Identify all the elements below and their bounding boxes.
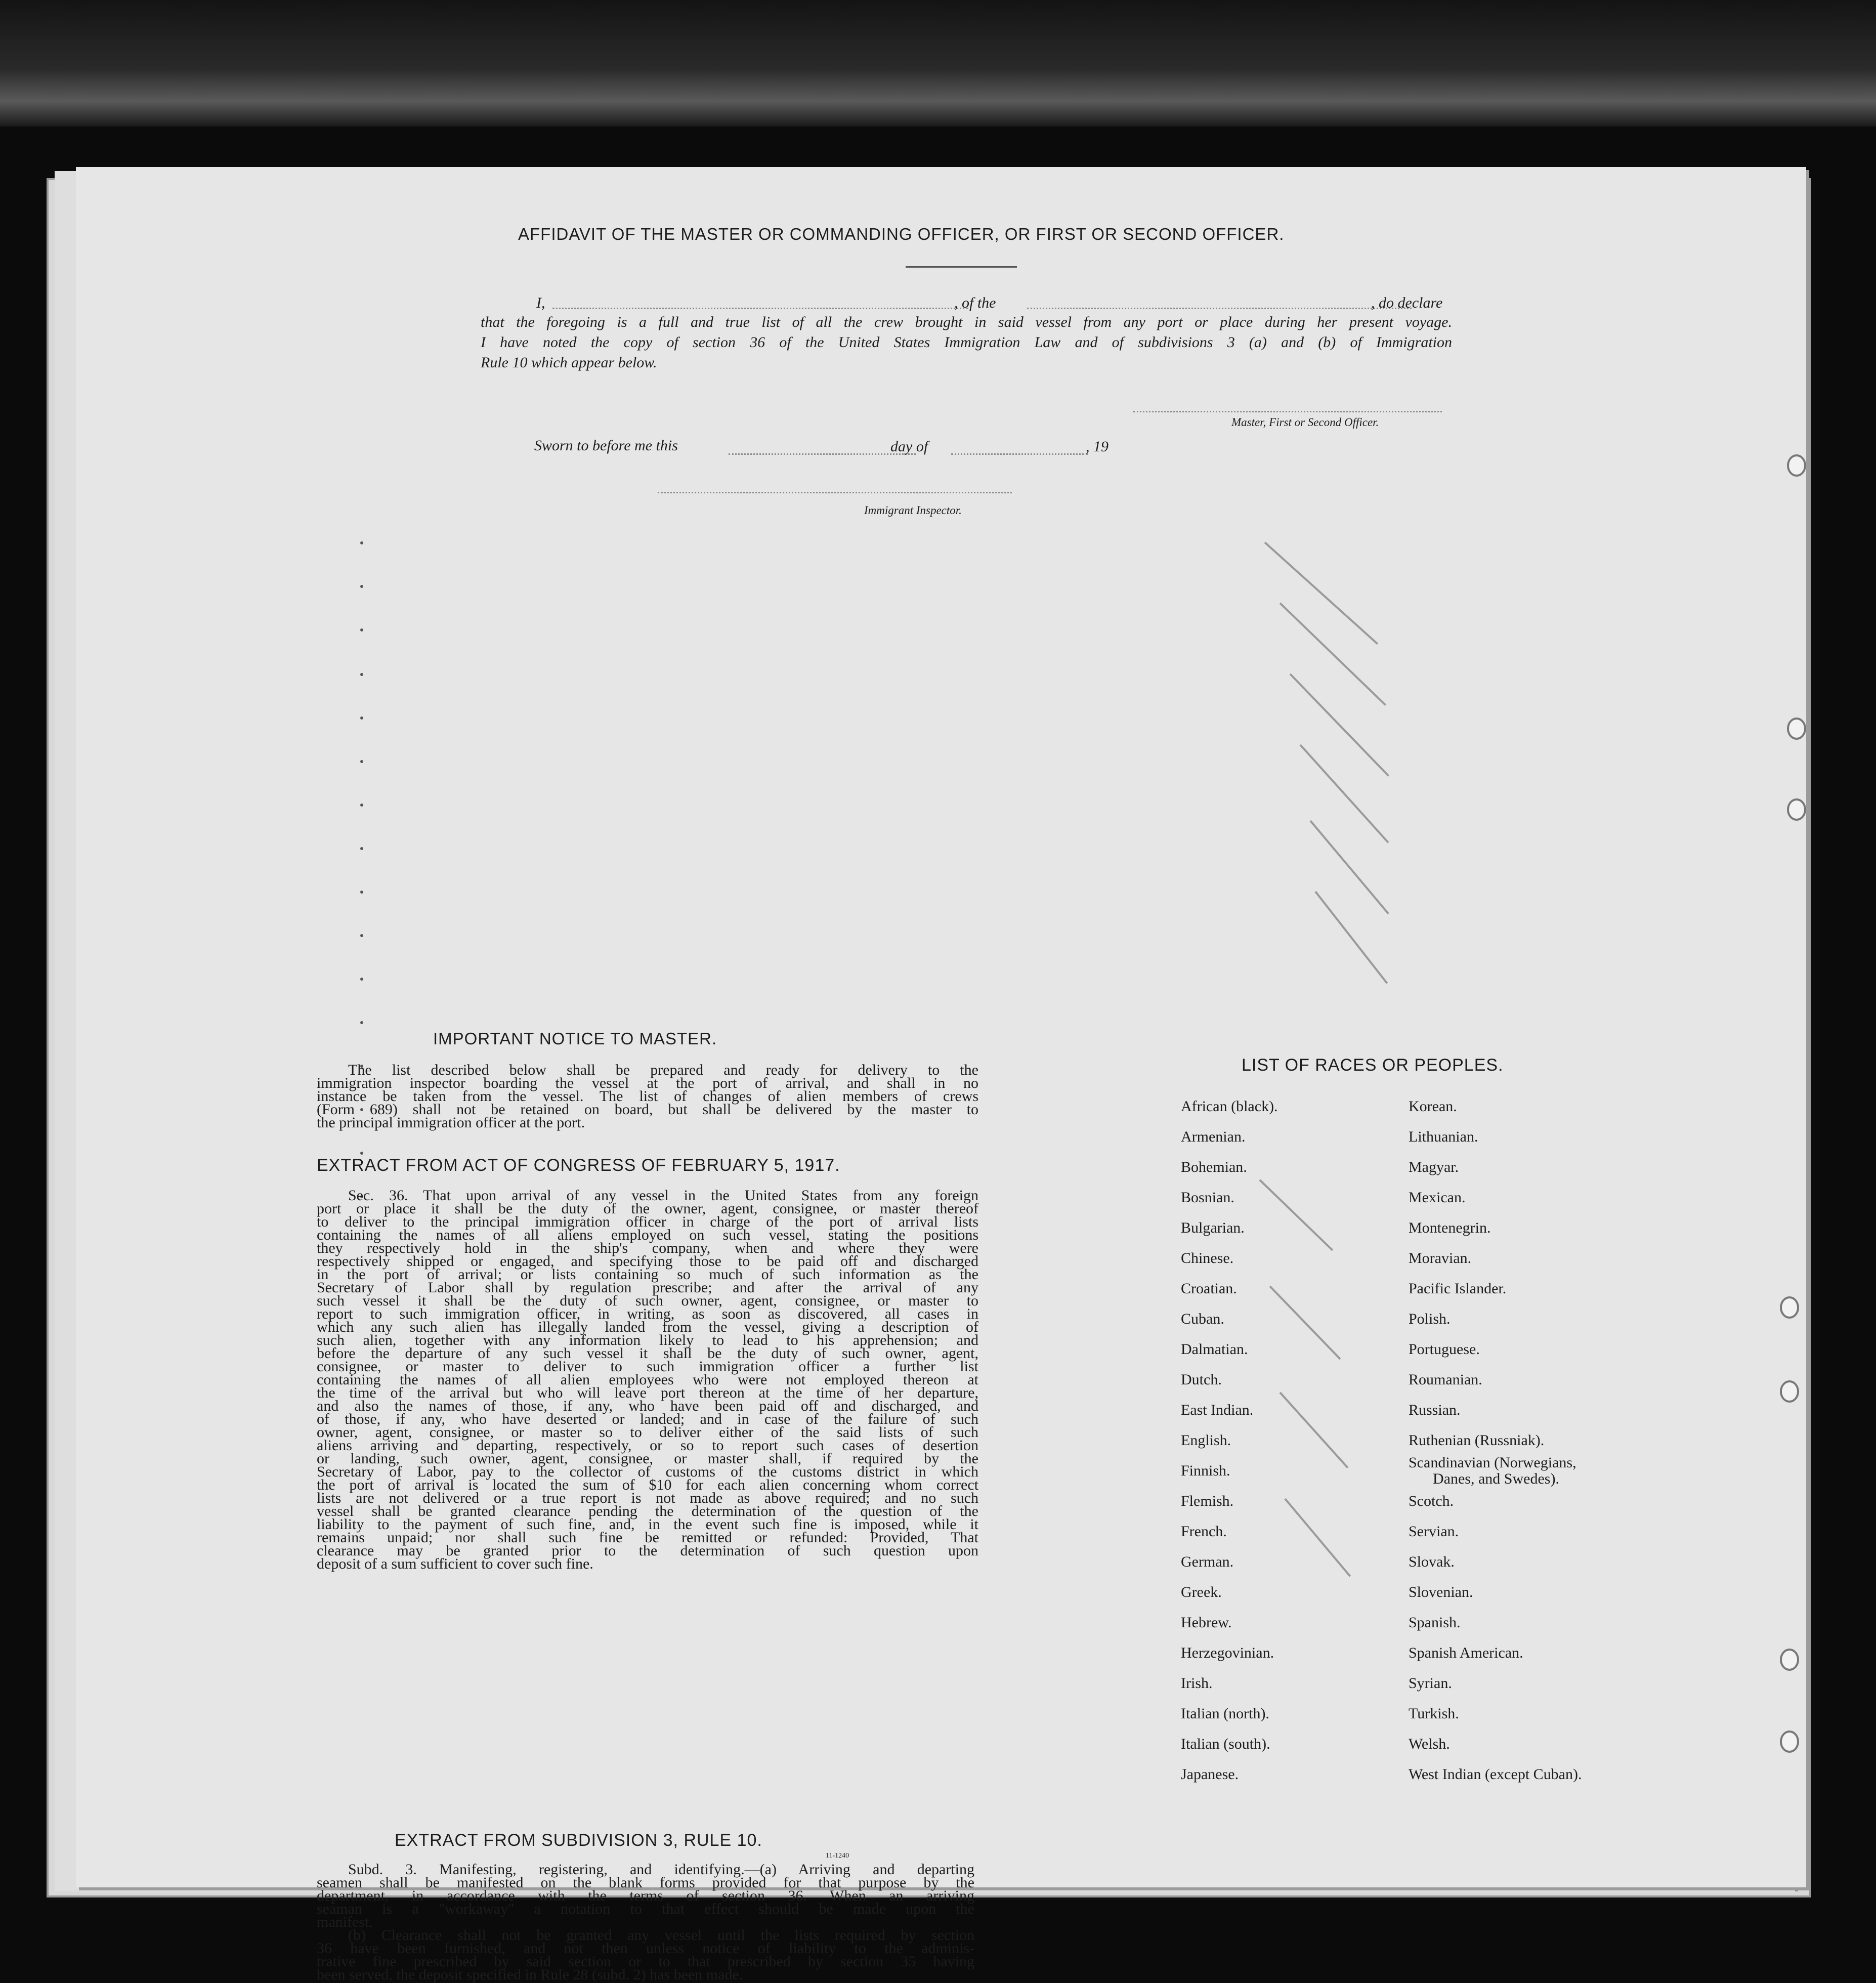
extract-rule-title: EXTRACT FROM SUBDIVISION 3, RULE 10. xyxy=(395,1831,762,1850)
race-item: Mexican. xyxy=(1409,1189,1466,1206)
act-line: Sec. 36. That upon arrival of any vessel in the United States from any foreign xyxy=(348,1187,978,1204)
act-line: Secretary of Labor shall by regulation prescribe; and after the arrival of any xyxy=(317,1279,978,1296)
ditto-mark xyxy=(1280,1392,1349,1468)
race-item: Italian (north). xyxy=(1181,1705,1269,1722)
act-line: lists are not delivered or a true report is not made as above required; and no such xyxy=(317,1490,978,1506)
master-signature-label: Master, First or Second Officer. xyxy=(1231,416,1379,429)
notice-line: immigration inspector boarding the vessel at the port of arrival, and shall in no xyxy=(317,1075,978,1091)
race-item: Spanish. xyxy=(1409,1614,1461,1631)
race-item: Syrian. xyxy=(1409,1675,1452,1692)
margin-dot xyxy=(360,541,363,544)
ditto-mark xyxy=(1290,673,1389,777)
notice-line: The list described below shall be prepared and ready for delivery to the xyxy=(348,1062,978,1078)
margin-dot xyxy=(360,804,363,807)
act-line: liability to the payment of such fine, and, in the event such fine is imposed, while it xyxy=(317,1516,978,1533)
rule-line: been served, the deposit specified in Rule 28 (subd. 2) has been made. xyxy=(317,1966,743,1983)
race-item: Italian (south). xyxy=(1181,1736,1270,1752)
year-label: , 19 xyxy=(1086,438,1108,455)
day-of-label: day of xyxy=(890,438,928,455)
race-item: Polish. xyxy=(1409,1311,1451,1327)
race-item: Danes, and Swedes). xyxy=(1433,1470,1559,1487)
act-line: containing the names of all alien employees who were not employed thereon at xyxy=(317,1371,978,1388)
sworn-day-blank[interactable] xyxy=(729,453,916,455)
race-item: Welsh. xyxy=(1409,1736,1450,1752)
notice-line: (Form 689) shall not be retained on board, but shall be delivered by the master to xyxy=(317,1101,978,1118)
race-item: Hebrew. xyxy=(1181,1614,1232,1631)
rule-line: (b) Clearance shall not be granted any vessel until the lists required by section xyxy=(348,1927,974,1944)
race-item: Herzegovinian. xyxy=(1181,1644,1274,1661)
form-page xyxy=(76,167,1806,1983)
act-line: report to such immigration officer, in writing, as soon as discovered, all cases in xyxy=(317,1305,978,1322)
race-item: Magyar. xyxy=(1409,1159,1459,1175)
race-item: Scotch. xyxy=(1409,1493,1454,1509)
notice-line: instance be taken from the vessel. The list of changes of alien members of crews xyxy=(317,1088,978,1105)
vessel-blank[interactable] xyxy=(1027,308,1412,309)
margin-dot xyxy=(360,934,363,937)
race-item: Spanish American. xyxy=(1409,1644,1523,1661)
act-line: they respectively hold in the ship's company, when and where they were xyxy=(317,1240,978,1256)
act-line: in the port of arrival; or lists containing so much of such information as the xyxy=(317,1266,978,1283)
ditto-mark xyxy=(1300,744,1389,843)
ditto-mark xyxy=(1264,542,1379,645)
race-item: Bulgarian. xyxy=(1181,1219,1245,1236)
race-item: Pacific Islander. xyxy=(1409,1280,1507,1297)
race-item: German. xyxy=(1181,1553,1234,1570)
act-line: Secretary of Labor, pay to the collector of customs of the customs district in which xyxy=(317,1463,978,1480)
scanner-background xyxy=(0,0,1876,126)
act-line: remains unpaid; nor shall such fine be remitted or refunded: Provided, That xyxy=(317,1529,978,1546)
act-line: before the departure of any such vessel it shall be the duty of such owner, agent, xyxy=(317,1345,978,1362)
margin-dot xyxy=(360,673,363,676)
master-signature-line[interactable] xyxy=(1133,411,1442,412)
rule-line: 36 have been furnished, and not then unless notice of liability to the adminis- xyxy=(317,1940,974,1957)
race-item: Bosnian. xyxy=(1181,1189,1234,1206)
act-line: the port of arrival is located the sum of $10 for each alien concerning whom correct xyxy=(317,1476,978,1493)
act-line: of those, if any, who have deserted or landed; and in case of the failure of such xyxy=(317,1411,978,1427)
ditto-mark xyxy=(1259,1179,1334,1251)
race-item: Russian. xyxy=(1409,1402,1461,1418)
ditto-mark xyxy=(1314,891,1388,984)
race-item: Flemish. xyxy=(1181,1493,1234,1509)
race-item: Turkish. xyxy=(1409,1705,1459,1722)
act-line: clearance may be granted prior to the determination of such question upon xyxy=(317,1542,978,1559)
act-line: such vessel it shall be the duty of such owner, agent, consignee, or master to xyxy=(317,1292,978,1309)
margin-dot xyxy=(360,847,363,850)
race-item: Korean. xyxy=(1409,1098,1457,1115)
notice-body xyxy=(317,1064,978,1129)
inspector-label: Immigrant Inspector. xyxy=(864,504,962,517)
binder-hole xyxy=(1787,798,1806,821)
rule-line: Subd. 3. Manifesting, registering, and identifying.—(a) Arriving and departing xyxy=(348,1861,974,1878)
margin-dot xyxy=(360,891,363,894)
race-item: Greek. xyxy=(1181,1584,1222,1600)
act-line: to deliver to the principal immigration officer in charge of the port of arrival lists xyxy=(317,1213,978,1230)
act-line: aliens arriving and departing, respectively, or so to report such cases of desertion xyxy=(317,1437,978,1454)
race-item: Armenian. xyxy=(1181,1128,1246,1145)
affidavit-line-3: I have noted the copy of section 36 of the United States Immigration Law and of subdivisions 3 (a) and (b) of Immigration xyxy=(481,334,1452,351)
affidavit-line-2: that the foregoing is a full and true list of all the crew brought in said vessel from any port or place during her present voyage. xyxy=(481,314,1452,330)
race-item: French. xyxy=(1181,1523,1227,1540)
act-line: such alien, together with any information likely to lead to his apprehension; and xyxy=(317,1332,978,1348)
race-item: Finnish. xyxy=(1181,1462,1230,1479)
rule-line: trative fine prescribed by said section or to that prescribed by section 35 having xyxy=(317,1953,974,1970)
races-title: LIST OF RACES OR PEOPLES. xyxy=(1242,1056,1504,1075)
margin-dot xyxy=(360,1152,363,1155)
rule-line: seamen shall be manifested on the blank forms provided for that purpose by the xyxy=(317,1874,974,1891)
margin-dot xyxy=(360,1021,363,1024)
extract-act-title: EXTRACT FROM ACT OF CONGRESS OF FEBRUARY 5, 1917. xyxy=(317,1156,840,1175)
binder-hole xyxy=(1787,454,1806,477)
race-item: Japanese. xyxy=(1181,1766,1239,1783)
affidavit-line-4: Rule 10 which appear below. xyxy=(481,354,657,371)
act-line: deposit of a sum sufficient to cover such fine. xyxy=(317,1555,593,1572)
act-line: owner, agent, consignee, or master so to deliver either of the said lists of such xyxy=(317,1424,978,1441)
affidavit-title: AFFIDAVIT OF THE MASTER OR COMMANDING OFFICER, OR FIRST OR SECOND OFFICER. xyxy=(518,225,1285,243)
margin-dot xyxy=(360,585,363,588)
affidavit-of-the-label: , of the xyxy=(954,294,996,311)
binder-hole xyxy=(1780,1380,1799,1403)
sworn-label: Sworn to before me this xyxy=(534,437,678,454)
race-item: Slovak. xyxy=(1409,1553,1455,1570)
margin-dot xyxy=(360,978,363,981)
notice-line: the principal immigration officer at the port. xyxy=(317,1114,585,1131)
binder-hole xyxy=(1787,718,1806,740)
notice-title: IMPORTANT NOTICE TO MASTER. xyxy=(433,1029,717,1048)
binder-hole xyxy=(1780,1649,1799,1671)
race-item: Bohemian. xyxy=(1181,1159,1247,1175)
race-item: Lithuanian. xyxy=(1409,1128,1478,1145)
race-item: Moravian. xyxy=(1409,1250,1472,1267)
act-line: the time of the arrival but who will leave port thereon at the time of her departure, xyxy=(317,1384,978,1401)
race-item: Servian. xyxy=(1409,1523,1459,1540)
extract-act-body xyxy=(317,1189,978,1571)
race-item: Irish. xyxy=(1181,1675,1213,1692)
act-line: or landing, such owner, agent, consignee, or master shall, if required by the xyxy=(317,1450,978,1467)
race-item: English. xyxy=(1181,1432,1231,1449)
binder-hole xyxy=(1780,1296,1799,1319)
margin-dot xyxy=(360,628,363,631)
ditto-mark xyxy=(1284,1498,1351,1577)
race-item: Croatian. xyxy=(1181,1280,1237,1297)
race-item: Dutch. xyxy=(1181,1371,1222,1388)
act-line: consignee, or master to deliver to such immigration officer a further list xyxy=(317,1358,978,1375)
race-item: East Indian. xyxy=(1181,1402,1254,1418)
name-blank[interactable] xyxy=(552,308,968,309)
rule-line: seaman is a "workaway" a notation to that effect should be made upon the xyxy=(317,1901,974,1917)
act-line: and also the names of those, if any, who have been paid off and discharged, and xyxy=(317,1398,978,1414)
race-item: Dalmatian. xyxy=(1181,1341,1248,1358)
act-line: port or place it shall be the duty of the owner, agent, consignee, or master thereof xyxy=(317,1200,978,1217)
affidavit-do-declare-label: , do declare xyxy=(1371,294,1443,311)
margin-dot xyxy=(360,760,363,763)
binder-hole xyxy=(1780,1731,1799,1753)
rule-line: manifest. xyxy=(317,1914,373,1930)
race-item: African (black). xyxy=(1181,1098,1278,1115)
act-line: containing the names of all aliens employed on such vessel, stating the positions xyxy=(317,1227,978,1243)
act-line: which any such alien has illegally landed from the vessel, giving a description of xyxy=(317,1319,978,1335)
rule-line: department, in accordance with the terms of section 36. When an arriving xyxy=(317,1887,974,1904)
affidavit-i-label: I, xyxy=(536,294,545,311)
race-item: Portuguese. xyxy=(1409,1341,1480,1358)
race-item: Chinese. xyxy=(1181,1250,1234,1267)
form-number: 11-1240 xyxy=(826,1852,849,1860)
race-item: Scandinavian (Norwegians, xyxy=(1409,1454,1576,1471)
race-item: Cuban. xyxy=(1181,1311,1224,1327)
ditto-mark xyxy=(1280,603,1386,706)
title-underline xyxy=(906,266,1017,268)
inspector-signature-line[interactable] xyxy=(658,492,1012,493)
margin-dot xyxy=(360,716,363,720)
extract-rule-body xyxy=(317,1863,974,1981)
race-item: Slovenian. xyxy=(1409,1584,1473,1600)
race-item: Roumanian. xyxy=(1409,1371,1482,1388)
race-item: West Indian (except Cuban). xyxy=(1409,1766,1582,1783)
act-line: respectively shipped or engaged, and specifying those to be paid off and discharged xyxy=(317,1253,978,1270)
race-item: Montenegrin. xyxy=(1409,1219,1491,1236)
sworn-month-blank[interactable] xyxy=(951,453,1088,455)
ditto-mark xyxy=(1269,1286,1341,1360)
race-item: Ruthenian (Russniak). xyxy=(1409,1432,1545,1449)
act-line: vessel shall be granted clearance pending the determination of the question of the xyxy=(317,1503,978,1520)
